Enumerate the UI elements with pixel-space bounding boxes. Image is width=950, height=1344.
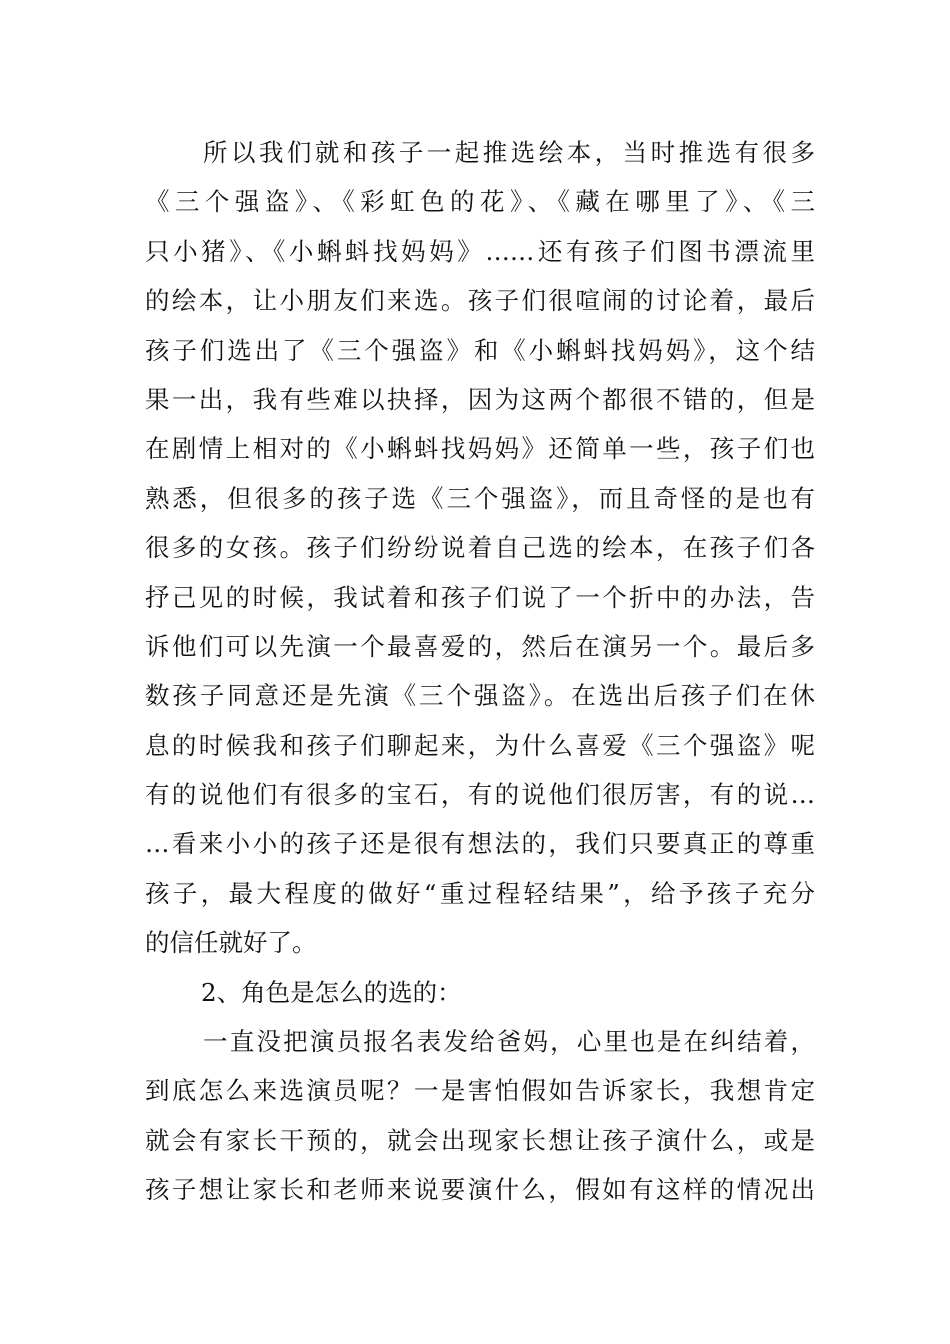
paragraph-line: 只小猪》、《小蝌蚪找妈妈》……还有孩子们图书漂流里 — [145, 236, 815, 266]
paragraph-line: 果一出，我有些难以抉择，因为这两个都很不错的，但是 — [145, 384, 815, 414]
paragraph-line: 孩子，最大程度的做好“重过程轻结果”，给予孩子充分 — [145, 878, 815, 908]
paragraph-line: …看来小小的孩子还是很有想法的，我们只要真正的尊重 — [145, 829, 815, 859]
paragraph-line: 有的说他们有很多的宝石，有的说他们很厉害，有的说… — [145, 780, 815, 810]
paragraph-line: 诉他们可以先演一个最喜爱的，然后在演另一个。最后多 — [145, 631, 815, 661]
paragraph-line: 孩子想让家长和老师来说要演什么，假如有这样的情况出 — [145, 1175, 815, 1205]
paragraph-line: 在剧情上相对的《小蝌蚪找妈妈》还简单一些，孩子们也 — [145, 434, 815, 464]
paragraph-line: 到底怎么来选演员呢？一是害怕假如告诉家长，我想肯定 — [145, 1076, 815, 1106]
paragraph-line: 的信任就好了。 — [145, 928, 317, 958]
paragraph-line: 抒己见的时候，我试着和孩子们说了一个折中的办法，告 — [145, 582, 815, 612]
paragraph-line: 很多的女孩。孩子们纷纷说着自己选的绘本，在孩子们各 — [145, 533, 815, 563]
paragraph-line: 数孩子同意还是先演《三个强盗》。在选出后孩子们在休 — [145, 681, 815, 711]
section-heading: 2、角色是怎么的选的： — [201, 977, 462, 1007]
paragraph-line: 《三个强盗》、《彩虹色的花》、《藏在哪里了》、《三 — [145, 187, 815, 217]
paragraph-line: 孩子们选出了《三个强盗》和《小蝌蚪找妈妈》，这个结 — [145, 335, 815, 365]
paragraph-line: 息的时候我和孩子们聊起来，为什么喜爱《三个强盗》呢 — [145, 730, 815, 760]
paragraph-line: 一直没把演员报名表发给爸妈，心里也是在纠结着， — [203, 1027, 815, 1057]
paragraph-line: 所以我们就和孩子一起推选绘本，当时推选有很多 — [203, 138, 815, 167]
paragraph-line: 就会有家长干预的，就会出现家长想让孩子演什么，或是 — [145, 1125, 815, 1155]
paragraph-line: 的绘本，让小朋友们来选。孩子们很喧闹的讨论着，最后 — [145, 286, 815, 316]
paragraph-line: 熟悉，但很多的孩子选《三个强盗》，而且奇怪的是也有 — [145, 483, 815, 513]
document-body — [145, 128, 815, 1215]
